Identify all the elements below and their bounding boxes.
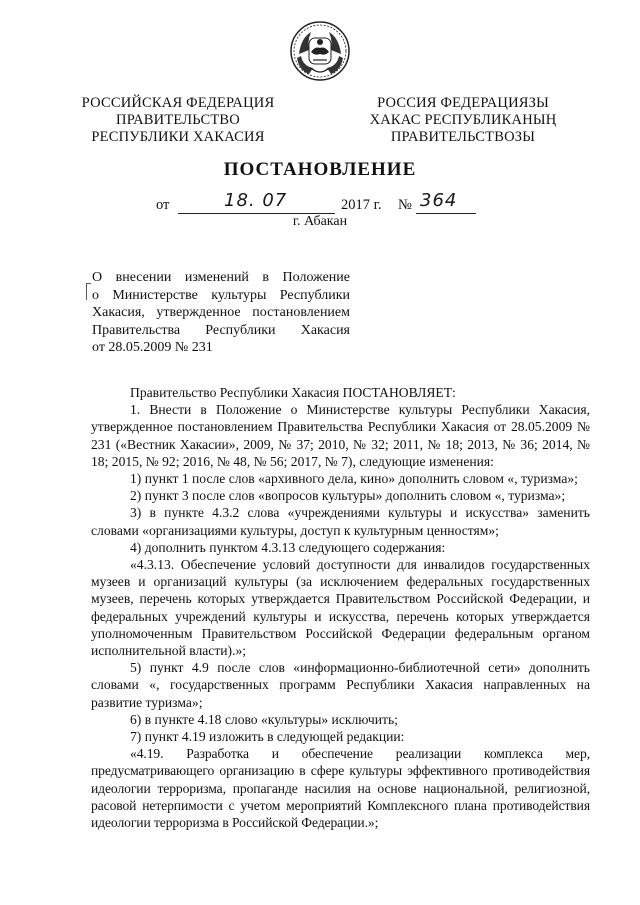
body-paragraph: 4) дополнить пунктом 4.3.13 следующего содержания: xyxy=(130,539,446,555)
year-label: 2017 г. xyxy=(341,197,382,213)
body-paragraph: «4.3.13. Обеспечение условий доступности для инвалидов государственных музеев и организаций культуры (за исключением федеральных государственных музеев, перечень которых утверждается Правительством Российской Федерации, и федеральных учреждений культуры и искусства, перечень которых утверждается уполномоченным Правительством Российской Федерации федеральным органом исполнительной власти).»; xyxy=(91,557,590,659)
body-paragraph: Правительство Республики Хакасия ПОСТАНОВЛЯЕТ: xyxy=(130,385,456,400)
subject-bracket-mark xyxy=(86,283,91,300)
header-right-line: РОССИЯ ФЕДЕРАЦИЯЗЫ xyxy=(377,95,549,111)
document-subject xyxy=(92,269,350,357)
date-prefix: от xyxy=(156,197,170,213)
date-number-row xyxy=(0,190,640,215)
body-paragraph: 5) пункт 4.9 после слов «информационно-библиотечной сети» дополнить словами «, государственных программ Республики Хакасия направленных на развитие туризма»; xyxy=(91,660,590,710)
header-left-line: РЕСПУБЛИКИ ХАКАСИЯ xyxy=(91,129,265,145)
header-right-line: ХАКАС РЕСПУБЛИКАНЫҢ xyxy=(369,112,557,128)
subject-line: Хакасия, утвержденное постановлением xyxy=(92,305,350,320)
subject-line: от 28.05.2009 № 231 xyxy=(92,340,213,355)
body-paragraph: «4.19. Разработка и обеспечение реализации комплекса мер, предусматривающего организацию в сфере культуры эффективного противодействия идеологии терроризма, пропаганде насилия на основе национальной, религиозной, расовой нетерпимости с учетом мероприятий Комплексного плана противодействия идеологии терроризма в Российской Федерации.»; xyxy=(91,746,590,831)
body-paragraph: 2) пункт 3 после слов «вопросов культуры» дополнить словом «, туризма»; xyxy=(130,488,566,504)
header-right-khakas xyxy=(358,95,568,146)
subject-line: О внесении изменений в Положение xyxy=(92,270,350,285)
body-paragraph: 1. Внести в Положение о Министерстве культуры Республики Хакасия, утвержденное постановлением Правительства Республики Хакасия от 28.05.2009 № 231 («Вестник Хакасии», 2009, № 37; 2010, № 32; 2011, № 18; 2013, № 36; 2014, № 18; 2015, № 92; 2016, № 48, № 56; 2017, № 7), следующие изменения: xyxy=(91,402,590,469)
header-right-line: ПРАВИТЕЛЬСТВОЗЫ xyxy=(390,129,536,145)
document-body xyxy=(91,384,590,831)
header-left-line: ПРАВИТЕЛЬСТВО xyxy=(116,112,240,128)
number-field xyxy=(416,190,476,214)
body-paragraph: 7) пункт 4.19 изложить в следующей редакции: xyxy=(130,729,405,745)
coat-of-arms-icon xyxy=(289,20,351,82)
header-left-line: РОССИЙСКАЯ ФЕДЕРАЦИЯ xyxy=(81,95,275,111)
body-paragraph: 1) пункт 1 после слов «архивного дела, кино» дополнить словом «, туризма»; xyxy=(130,471,578,487)
document-type-title: ПОСТАНОВЛЕНИЕ xyxy=(223,159,417,180)
handwritten-date: 18. 07 xyxy=(224,190,288,211)
date-field xyxy=(178,190,335,214)
subject-line: Правительства Республики Хакасия xyxy=(92,322,350,338)
body-paragraph: 6) в пункте 4.18 слово «культуры» исключить; xyxy=(130,711,398,727)
header-left-russian xyxy=(78,95,278,146)
city-label: г. Абакан xyxy=(292,214,348,229)
handwritten-number: 364 xyxy=(420,190,458,211)
subject-line: о Министерстве культуры Республики xyxy=(92,287,350,303)
number-label: № xyxy=(398,197,412,213)
body-paragraph: 3) в пункте 4.3.2 слова «учреждениями культуры и искусства» заменить словами «организациями культуры, доступ к культурным ценностям»; xyxy=(91,505,590,538)
